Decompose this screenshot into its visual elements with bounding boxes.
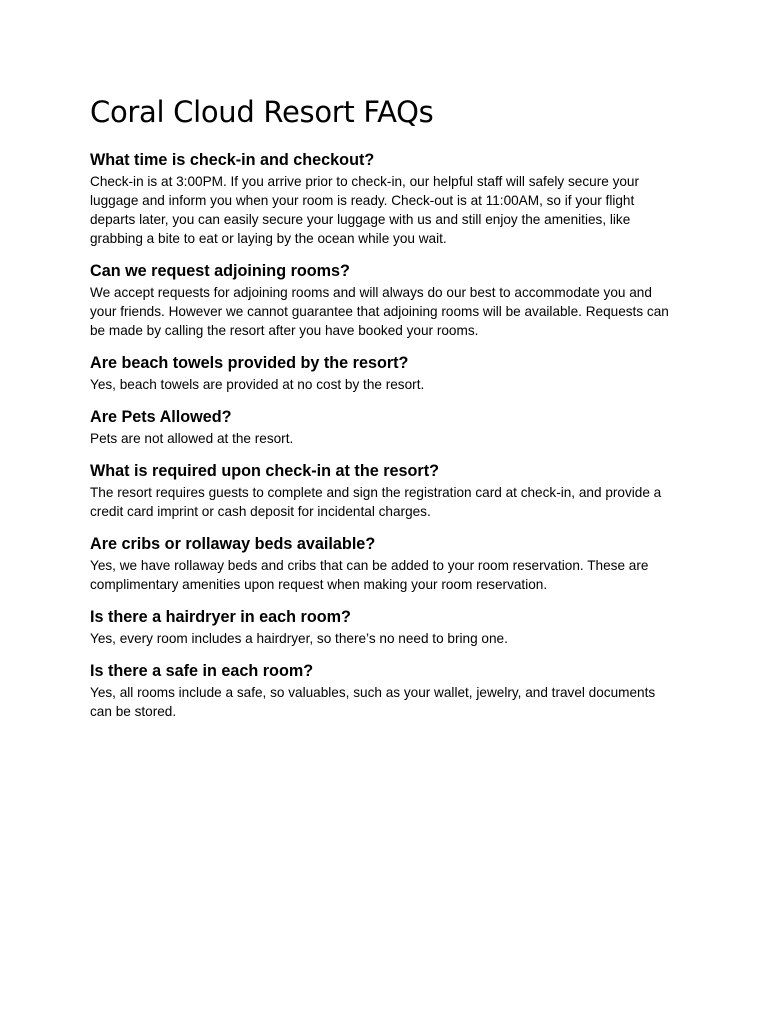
faq-answer: Yes, every room includes a hairdryer, so there’s no need to bring one.	[90, 631, 508, 646]
faq-item-beach-towels	[90, 353, 680, 394]
faq-item-pets	[90, 407, 680, 448]
document-page	[90, 92, 680, 734]
faq-question: Can we request adjoining rooms?	[90, 262, 350, 280]
faq-answer: Yes, all rooms include a safe, so valuables, such as your wallet, jewelry, and travel documents can be stored.	[90, 685, 656, 719]
faq-question: Are beach towels provided by the resort?	[90, 354, 409, 372]
faq-question: Are cribs or rollaway beds available?	[90, 535, 376, 553]
faq-answer: Yes, we have rollaway beds and cribs that can be added to your room reservation. These are complimentary amenities upon request when making your room reservation.	[90, 558, 649, 592]
page-title: Coral Cloud Resort FAQs	[90, 95, 434, 129]
faq-item-adjoining-rooms	[90, 261, 680, 340]
faq-answer: The resort requires guests to complete and sign the registration card at check-in, and provide a credit card imprint or cash deposit for incidental charges.	[90, 485, 662, 519]
faq-list	[90, 150, 680, 721]
faq-answer: Pets are not allowed at the resort.	[90, 431, 294, 446]
faq-item-cribs-rollaway	[90, 534, 680, 594]
faq-answer: Yes, beach towels are provided at no cost by the resort.	[90, 377, 425, 392]
faq-item-checkin-checkout	[90, 150, 680, 248]
faq-item-safe	[90, 661, 680, 721]
faq-answer: Check-in is at 3:00PM. If you arrive prior to check-in, our helpful staff will safely secure your luggage and inform you when your room is ready. Check-out is at 11:00AM, so if your flight departs later, you can easily secure your luggage with us and still enjoy the amenities, like grabbing a bite to eat or laying by the ocean while you wait.	[90, 174, 640, 246]
faq-item-hairdryer	[90, 607, 680, 648]
faq-item-checkin-requirements	[90, 461, 680, 521]
faq-answer: We accept requests for adjoining rooms and will always do our best to accommodate you and your friends. However we cannot guarantee that adjoining rooms will be available. Requests can be made by calling the resort after you have booked your rooms.	[90, 285, 669, 338]
faq-question: What is required upon check-in at the resort?	[90, 462, 439, 480]
faq-question: Are Pets Allowed?	[90, 408, 232, 426]
faq-question: Is there a hairdryer in each room?	[90, 608, 351, 626]
faq-question: Is there a safe in each room?	[90, 662, 314, 680]
faq-question: What time is check-in and checkout?	[90, 151, 375, 169]
